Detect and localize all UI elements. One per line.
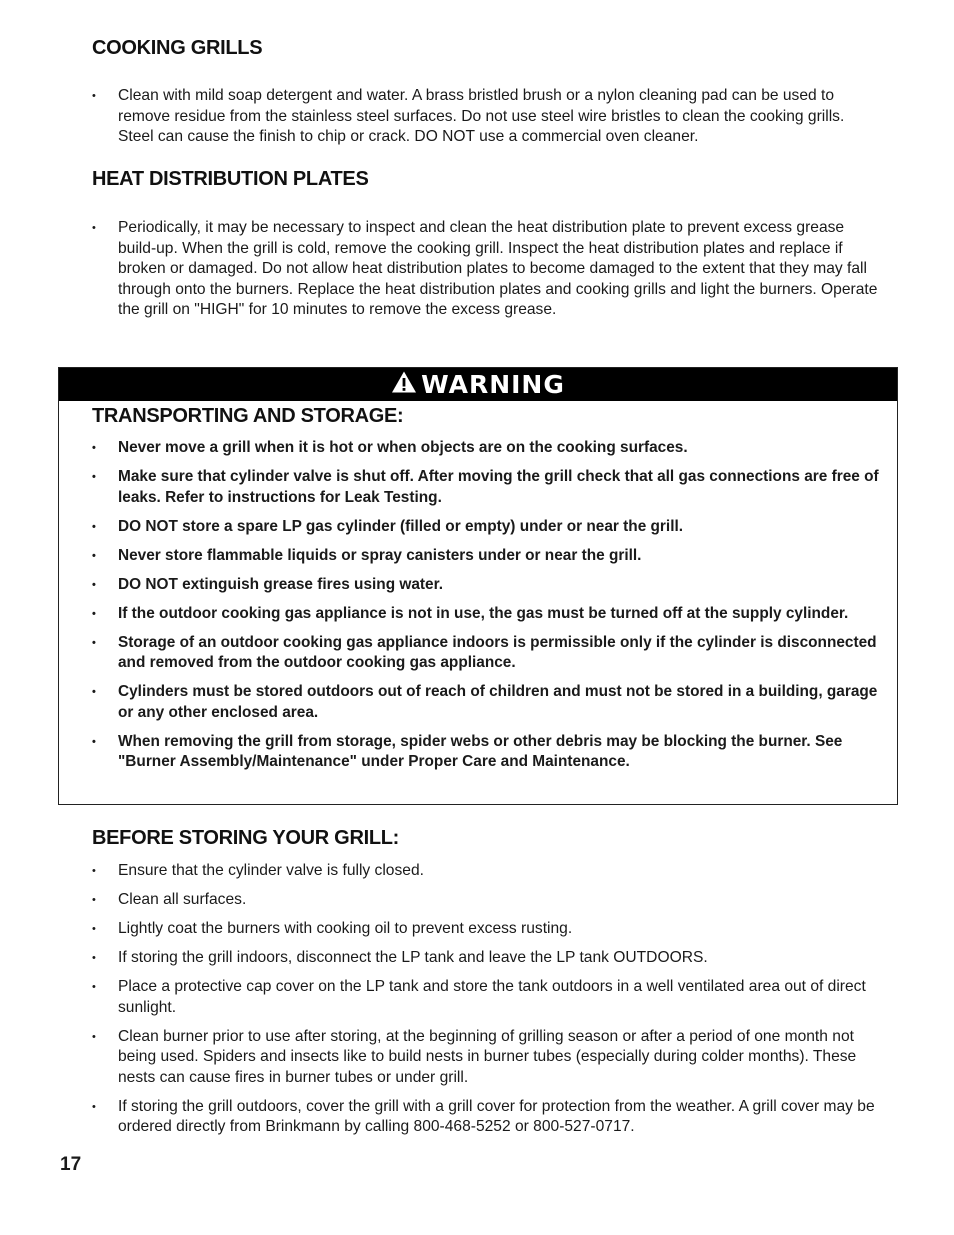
list-item [92, 546, 882, 567]
list-item [92, 682, 882, 723]
bullet-icon: • [92, 735, 96, 748]
list-item-text: DO NOT extinguish grease fires using water. [118, 575, 443, 593]
bullet-icon: • [92, 442, 96, 454]
transport-storage-heading: TRANSPORTING AND STORAGE: [92, 405, 404, 427]
list-item-text: Periodically, it may be necessary to inspect and clean the heat distribution plate to prevent excess grease build-up. When the grill is cold, remove the cooking grill. Inspect the heat distribution plates and replace if broken or damaged. Do not allow heat distribution plates to become damaged to the extent that they may fall through onto the burners. Replace the heat distribution plates and cooking grills and light the burners. Operate the grill on "HIGH" for 10 minutes to remove the excess grease. [118, 219, 878, 318]
bullet-icon: • [92, 520, 96, 533]
list-item-text: If storing the grill indoors, disconnect the LP tank and leave the LP tank OUTDOORS. [118, 949, 708, 966]
bullet-icon: • [92, 471, 96, 483]
list-item [92, 732, 882, 773]
warning-title: WARNING [421, 370, 565, 399]
bullet-icon: • [92, 981, 96, 993]
list-item-text: If storing the grill outdoors, cover the grill with a grill cover for protection from the weather. A grill cover may be ordered directly from Brinkmann by calling 800-468-5252 or 800-527-0717. [118, 1097, 875, 1135]
list-item [92, 633, 882, 674]
list-item-text: Make sure that cylinder valve is shut off. After moving the grill check that all gas connections are free of leaks. Refer to instructions for Leak Testing. [118, 468, 879, 506]
warning-list [92, 438, 882, 781]
list-item [92, 604, 882, 625]
list-item-text: Clean all surfaces. [118, 891, 247, 908]
list-item [92, 1027, 882, 1089]
list-item [92, 467, 882, 508]
bullet-icon: • [92, 549, 96, 562]
list-item [92, 977, 882, 1018]
list-item [92, 948, 882, 969]
list-item-text: Place a protective cap cover on the LP tank and store the tank outdoors in a well ventilated area out of direct sunlight. [118, 978, 866, 1016]
heat-plates-heading: HEAT DISTRIBUTION PLATES [92, 168, 369, 190]
bullet-icon: • [92, 952, 96, 964]
list-item-text: Never store flammable liquids or spray canisters under or near the grill. [118, 546, 642, 564]
list-item [92, 575, 882, 596]
list-item-text: When removing the grill from storage, spider webs or other debris may be blocking the burner. See "Burner Assembly/Maintenance" under Proper Care and Maintenance. [118, 732, 843, 770]
list-item-text: Cylinders must be stored outdoors out of reach of children and must not be stored in a building, garage or any other enclosed area. [118, 683, 878, 721]
list-item-text: Ensure that the cylinder valve is fully closed. [118, 862, 424, 879]
list-item [92, 1097, 882, 1138]
bullet-icon: • [92, 686, 96, 698]
list-item-text: Storage of an outdoor cooking gas appliance indoors is permissible only if the cylinder is disconnected and removed from the outdoor cooking gas appliance. [118, 633, 877, 671]
list-item-text: Lightly coat the burners with cooking oil to prevent excess rusting. [118, 920, 573, 937]
list-item-text: Never move a grill when it is hot or when objects are on the cooking surfaces. [118, 439, 688, 456]
bullet-icon: • [92, 894, 96, 906]
list-item [92, 218, 882, 321]
page-number: 17 [60, 1154, 82, 1175]
list-item [92, 861, 882, 882]
list-item-text: DO NOT store a spare LP gas cylinder (filled or empty) under or near the grill. [118, 517, 684, 535]
bullet-icon: • [92, 923, 96, 935]
list-item [92, 438, 882, 459]
list-item-text: If the outdoor cooking gas appliance is not in use, the gas must be turned off at the supply cylinder. [118, 604, 849, 622]
warning-banner [59, 368, 897, 401]
bullet-icon: • [92, 578, 96, 591]
bullet-icon: • [92, 222, 96, 234]
before-storing-list [92, 861, 882, 1146]
bullet-icon: • [92, 1030, 96, 1043]
bullet-icon: • [92, 865, 96, 877]
list-item [92, 517, 882, 538]
warning-triangle-icon [391, 370, 417, 399]
cooking-grills-heading: COOKING GRILLS [92, 37, 263, 59]
bullet-icon: • [92, 90, 96, 102]
list-item-text: Clean with mild soap detergent and water. A brass bristled brush or a nylon cleaning pad can be used to remove residue from the stainless steel surfaces. Do not use steel wire bristles to clean the cooking grills. Steel can cause the finish to chip or crack. DO NOT use a commercial oven cleaner. [118, 87, 845, 145]
list-item [92, 919, 882, 940]
list-item [92, 890, 882, 911]
cooking-grills-list [92, 86, 882, 156]
list-item [92, 86, 882, 148]
list-item-text: Clean burner prior to use after storing, at the beginning of grilling season or after a period of one month not being used. Spiders and insects like to build nests in burner tubes (especially during colder months). These nests can cause fires in burner tubes or under grill. [118, 1027, 857, 1086]
bullet-icon: • [92, 636, 96, 649]
bullet-icon: • [92, 607, 96, 620]
before-storing-heading: BEFORE STORING YOUR GRILL: [92, 827, 400, 849]
heat-plates-list [92, 218, 882, 329]
bullet-icon: • [92, 1100, 96, 1113]
